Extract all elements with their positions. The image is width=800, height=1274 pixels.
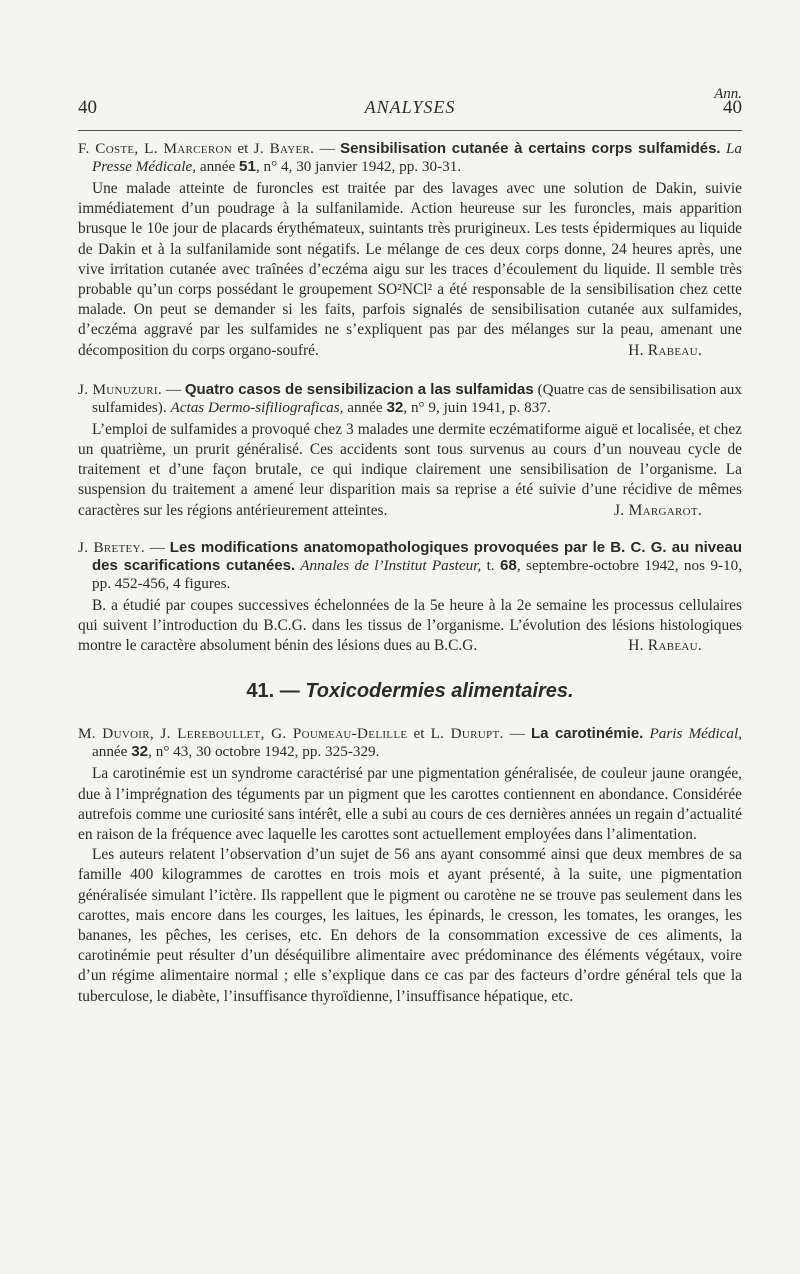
reference [78, 381, 742, 417]
article-title: Quatro casos de sensibilizacion a las sulfamidas [184, 380, 534, 398]
dash: — [144, 538, 170, 556]
abstract [78, 179, 742, 361]
year-label: année [343, 398, 387, 416]
article-title: La carotinémie. [530, 725, 644, 743]
volume: 51 [239, 158, 256, 175]
page-content [78, 140, 742, 1007]
translation: (Quatre cas de sensibilisation aux sulfamides). [92, 380, 742, 416]
reference [78, 725, 742, 761]
abstract [78, 420, 742, 521]
article-munuzuri [78, 381, 742, 521]
issue-pages: , n° 4, 30 janvier 1942, pp. 30-31. [255, 158, 462, 175]
abstract-paragraph-2: Les auteurs relatent l’observation d’un sujet de 56 ans ayant consommé ainsi que deux membres de sa famille 400 kilogrammes de carottes en trois mois et ayant présenté, à la suite, une pigmentation généralisée simulant l’ictère. Ils rappellent que le pigment ou carotène ne se trouve pas seulement dans les carottes, mais encore dans les courges, les laitues, les épinards, le cresson, les tomates, les oranges, les bananes, les pêches, les cerises, etc. En dehors de la consommation excessive de ces aliments, la carotinémie peut résulter d’un déséquilibre alimentaire avec prédominance des éléments végétaux, voire d’un régime alimentaire normal ; elle s’explique dans ce cas par des facteurs d’ordre général tels que la tuberculose, le diabète, l’insuffisance thyroïdienne, l’insuffisance hépatique, etc. [78, 846, 742, 1005]
issue-pages: , n° 43, 30 octobre 1942, pp. 325-329. [148, 743, 380, 761]
issue-pages: , septembre-octobre 1942, nos 9-10, pp. 452-456, 4 figures. [92, 556, 742, 592]
journal: Paris Médical, [643, 725, 743, 743]
authors: L. Durupt. [430, 725, 504, 743]
abstract-text: L’emploi de sulfamides a provoqué chez 3 malades une dermite eczématiforme aiguë et localisée, et chez un quatrième, un prurit généralisé. Ces accidents sont tous survenus au cours d’un nouveau cycle de traitement et d’une façon brutale, ce qui indique clairement une sensibilisation de l’organisme. La suspension du traitement a amené leur disparition mais sa reprise a été suivie d’une récidive de mêmes caractères sur les régions antérieurement atteintes. [78, 420, 742, 519]
signature: J. Margarot. [614, 501, 702, 519]
abstract-text: B. a étudié par coupes successives échelonnées de la 5e heure à la 2e semaine les processus cellulaires qui suivent l’introduction du B.C.G. dans les tissus de l’organisme. L’évolution des lésions histologiques montre le caractère absolument bénin des lésions dues au B.C.G. [78, 596, 742, 655]
abstract-paragraph-1: La carotinémie est un syndrome caractérisé par une pigmentation généralisée, de couleur jaune orangée, due à l’imprégnation des téguments par un pigment que les carottes contiennent en abondance. Considérée autrefois comme une curiosité sans intérêt, elle a subi au cours de ces dernières années un regain d’actualité en raison de la fréquence avec laquelle les carottes sont actuellement employées dans l’alimentation. [78, 765, 742, 844]
running-title: ANALYSES [364, 97, 456, 117]
tome-label: t. [481, 556, 500, 574]
section-heading [78, 680, 742, 703]
journal: Annales de l’Institut Pasteur, [295, 556, 482, 574]
volume: 68 [499, 556, 517, 574]
page-number-right: 40 [723, 97, 742, 118]
year-label: année [196, 158, 240, 175]
authors: J. Bayer. [253, 140, 315, 157]
abstract [78, 596, 742, 657]
reference [78, 140, 742, 176]
page-number-left: 40 [78, 97, 97, 118]
abstract-text: Une malade atteinte de furoncles est traitée par des lavages avec une solution de Dakin, suivie immédiatement d’un poudrage à la sulfanilamide. Action heureuse sur les furoncles, mais apparition brusque le 10e jour de placards érythémateux, suintants très prurigineux. Les tests épidermiques au liquide de Dakin et à la sulfanilamide sont négatifs. Le mélange de ces deux corps donne, 24 heures après, une vive irritation cutanée avec traînées d’eczéma aigu sur les traces d’écoulement du liquide. Il semble très probable qu’un corps possédant le groupement SO²NCl² a été responsable de la sensibilisation chez cette malade. On peut se demander si les faits, parfois signalés de sensibilisation cutanée aux sulfamides, d’eczéma aggravé par les sulfamides ne s’expliquent pas par des mélanges sur la peau, amenant une décomposition du corps organo-soufré. [78, 180, 742, 359]
volume: 32 [131, 743, 149, 761]
dash: — [503, 725, 531, 743]
authors: J. Bretey. [78, 538, 145, 556]
annotation-ann: Ann. [714, 86, 742, 102]
article-title: Sensibilisation cutanée à certains corps sulfamidés. [340, 140, 721, 157]
article-duvoir [78, 725, 742, 1006]
article-title: Les modifications anatomopathologiques provoquées par le B. C. G. au niveau des scarifications cutanées. [92, 538, 743, 574]
authors: M. Duvoir, J. Lereboullet, G. Poumeau-Delille [78, 725, 408, 743]
conjunction: et [231, 140, 254, 157]
dash: — [161, 380, 185, 398]
conjunction: et [407, 725, 431, 743]
section-number: 41. — [246, 680, 306, 703]
volume: 32 [386, 398, 404, 416]
header-rule [78, 130, 742, 131]
signature: H. Rabeau. [628, 341, 702, 359]
article-coste [78, 140, 742, 361]
authors: J. Munuzuri. [78, 380, 162, 398]
running-header [78, 97, 742, 123]
reference [78, 539, 742, 593]
article-bretey [78, 539, 742, 657]
year-label: année [92, 743, 132, 761]
dash: — [314, 140, 341, 157]
journal: La Presse Médicale, [92, 140, 742, 175]
section-title: Toxicodermies alimentaires. [305, 680, 574, 703]
authors: F. Coste, L. Marceron [78, 140, 232, 157]
journal: Actas Dermo-sifiliograficas, [170, 398, 344, 416]
issue-pages: , n° 9, juin 1941, p. 837. [403, 398, 551, 416]
signature: H. Rabeau. [628, 637, 702, 655]
